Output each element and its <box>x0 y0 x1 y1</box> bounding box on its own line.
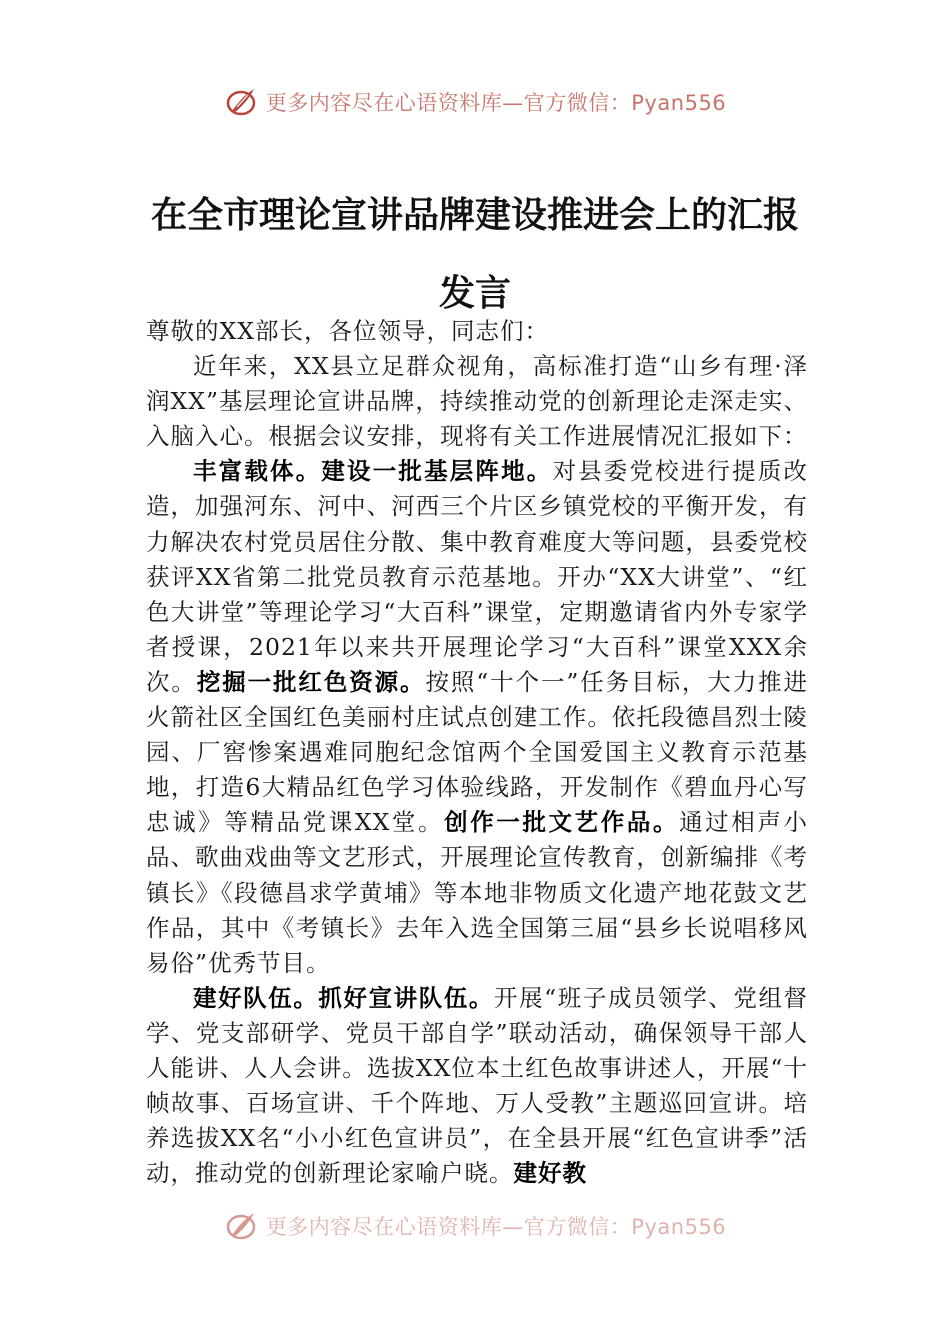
section-1-sub3-text: 通过相声小品、歌曲戏曲等文艺形式，开展理论宣传教育，创新编排《考镇长》《段德昌求学黄埔》等本地非物质文化遗产地花鼓文艺作品，其中《考镇长》去年入选全国第三届“县乡长说唱移风易俗”优秀节目。 <box>146 808 808 977</box>
section-1-sub1-text: 对县委党校进行提质改造，加强河东、河中、河西三个片区乡镇党校的平衡开发，有力解决农村党员居住分散、集中教育难度大等问题，县委党校获评XX省第二批党员教育示范基地。开办“XX大讲堂”、“红色大讲堂”等理论学习“大百科”课堂，定期邀请省内外专家学者授课，2021年以来共开展理论学习“大百科”课堂XXX余次。 <box>146 457 809 696</box>
title-line-2: 发言 <box>438 272 511 314</box>
feather-logo-icon <box>224 85 258 119</box>
document-body <box>146 314 808 1191</box>
section-2-sub1-title: 抓好宣讲队伍。 <box>318 983 495 1012</box>
title-line-1: 在全市理论宣讲品牌建设推进会上的汇报 <box>150 194 799 236</box>
watermark-footer <box>0 1206 950 1246</box>
section-1-sub2-title: 挖掘一批红色资源。 <box>196 667 426 696</box>
section-2-sub1-text: 开展“班子成员领学、党组督学、党支部研学、党员干部自学”联动活动，确保领导干部人人能讲、人人会讲。选拔XX位本土红色故事讲述人，开展“十帧故事、百场宣讲、千个阵地、万人受教”主题巡回宣讲。培养选拔XX名“小小红色宣讲员”，在全县开展“红色宣讲季”活动，推动党的创新理论家喻户晓。 <box>146 983 809 1188</box>
section-1-heading: 丰富载体。 <box>193 457 322 486</box>
feather-logo-icon <box>224 1209 258 1243</box>
watermark-text: 更多内容尽在心语资料库—官方微信：Pyan556 <box>265 91 727 115</box>
section-1-sub1-title: 建设一批基层阵地。 <box>321 457 553 486</box>
section-1-sub3-title: 创作一批文艺作品。 <box>444 808 680 837</box>
section-2-sub2-title: 建好教 <box>513 1159 587 1188</box>
watermark-header <box>0 82 950 122</box>
salutation: 尊敬的XX部长，各位领导，同志们： <box>146 317 549 345</box>
intro-paragraph: 近年来，XX县立足群众视角，高标准打造“山乡有理·泽润XX”基层理论宣讲品牌，持续推动党的创新理论走深走实、入脑入心。根据会议安排，现将有关工作进展情况汇报如下： <box>146 352 808 451</box>
section-1-paragraph <box>146 454 808 980</box>
watermark-text-footer: 更多内容尽在心语资料库—官方微信：Pyan556 <box>265 1215 727 1239</box>
section-2-heading: 建好队伍。 <box>193 983 319 1012</box>
section-1-sub2-text: 按照“十个一”任务目标，大力推进火箭社区全国红色美丽村庄试点创建工作。依托段德昌烈士陵园、厂窖惨案遇难同胞纪念馆两个全国爱国主义教育示范基地，打造6大精品红色学习体验线路，开发制作《碧血丹心写忠诚》等精品党课XX堂。 <box>146 667 809 837</box>
section-2-paragraph <box>146 981 808 1192</box>
document-title <box>0 176 950 332</box>
